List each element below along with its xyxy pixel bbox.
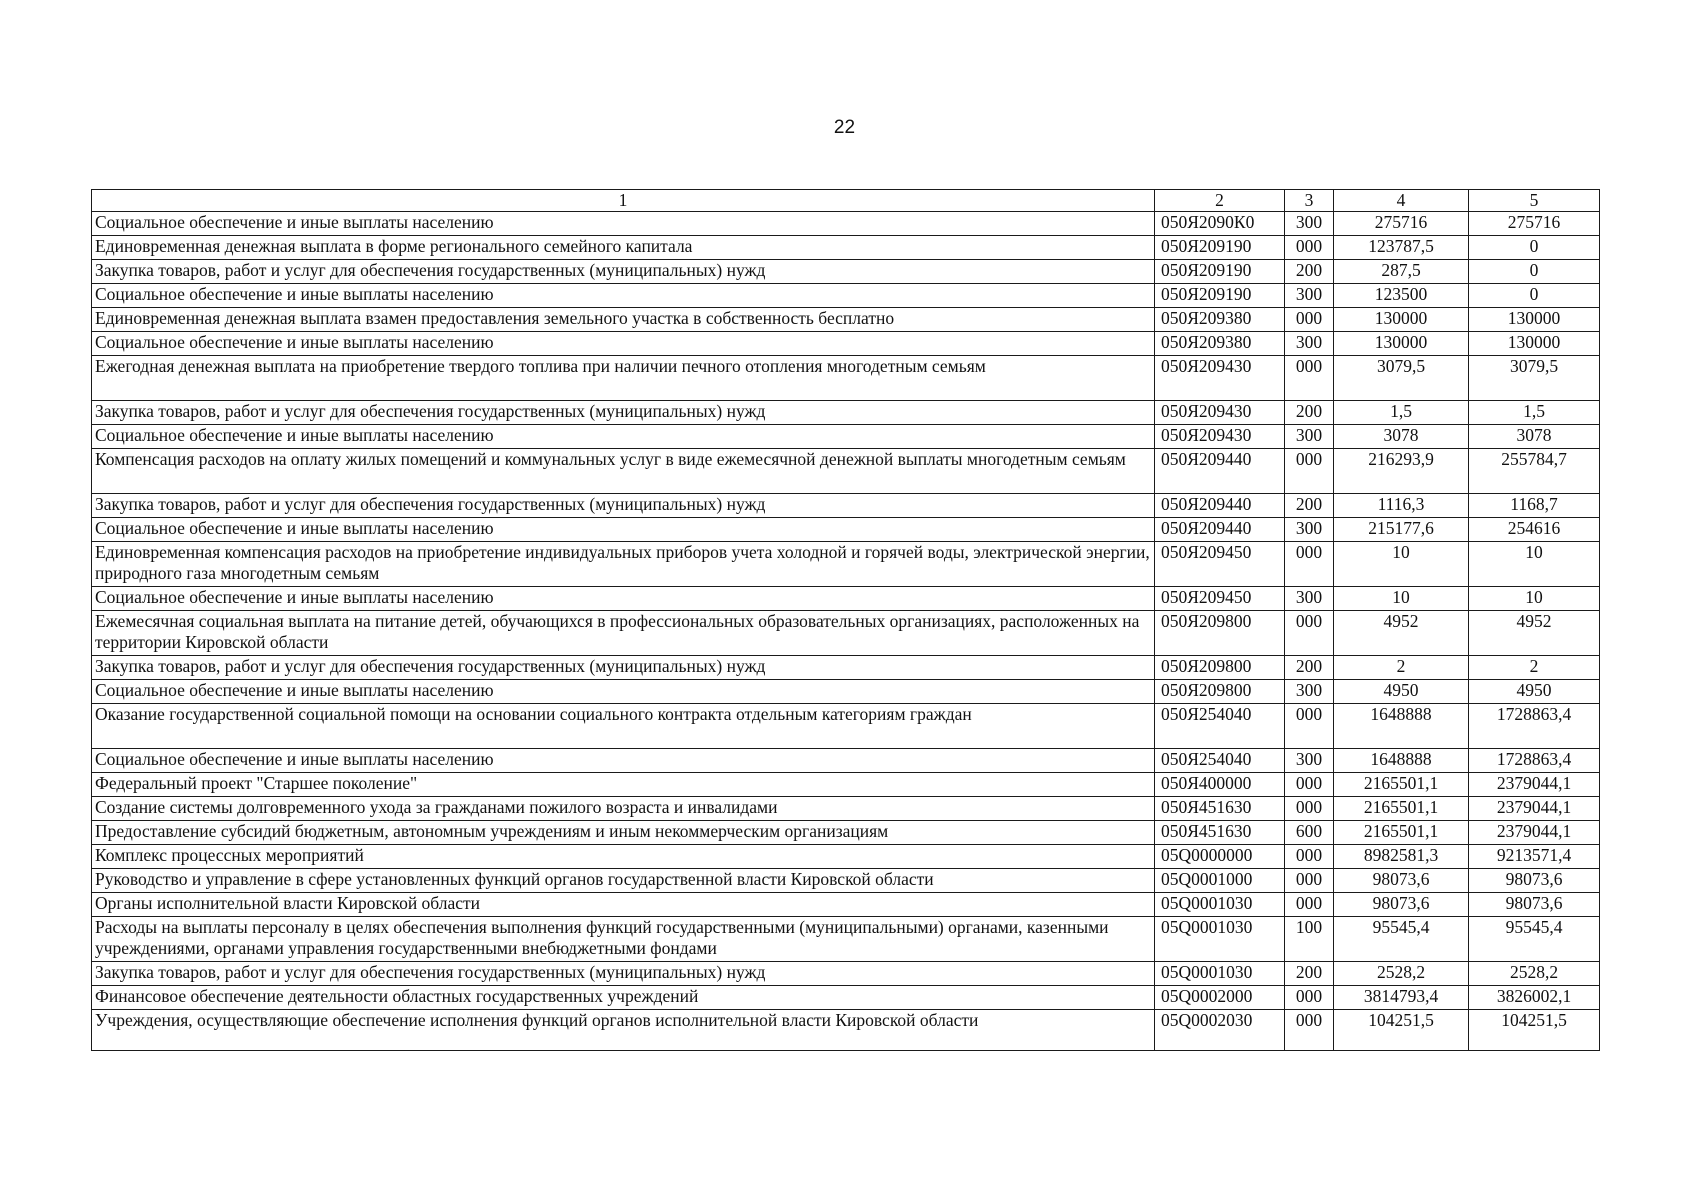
amount-year2-cell: 4950	[1469, 680, 1600, 704]
expense-name-cell: Предоставление субсидий бюджетным, автономным учреждениям и иным некоммерческим организациям	[92, 821, 1155, 845]
target-code-cell: 050Я400000	[1155, 773, 1285, 797]
target-code-cell: 050Я209800	[1155, 680, 1285, 704]
amount-year1-cell: 2528,2	[1334, 962, 1469, 986]
table-row	[92, 773, 1600, 797]
table-row	[92, 704, 1600, 749]
amount-year1-cell: 8982581,3	[1334, 845, 1469, 869]
table-row	[92, 494, 1600, 518]
target-code-cell: 050Я209430	[1155, 401, 1285, 425]
amount-year2-cell: 255784,7	[1469, 449, 1600, 494]
expense-type-cell: 300	[1285, 212, 1334, 236]
target-code-cell: 05Q0002000	[1155, 986, 1285, 1010]
expense-name-cell: Руководство и управление в сфере установленных функций органов государственной власти Кировской области	[92, 869, 1155, 893]
amount-year2-cell: 3826002,1	[1469, 986, 1600, 1010]
expense-type-cell: 300	[1285, 332, 1334, 356]
target-code-cell: 050Я254040	[1155, 749, 1285, 773]
expense-type-cell: 000	[1285, 704, 1334, 749]
expense-type-cell: 300	[1285, 680, 1334, 704]
amount-year1-cell: 3078	[1334, 425, 1469, 449]
expense-name-cell: Социальное обеспечение и иные выплаты населению	[92, 518, 1155, 542]
amount-year2-cell: 2379044,1	[1469, 797, 1600, 821]
target-code-cell: 050Я209190	[1155, 284, 1285, 308]
amount-year2-cell: 130000	[1469, 308, 1600, 332]
amount-year1-cell: 275716	[1334, 212, 1469, 236]
amount-year1-cell: 1648888	[1334, 749, 1469, 773]
expense-type-cell: 600	[1285, 821, 1334, 845]
target-code-cell: 05Q0001000	[1155, 869, 1285, 893]
column-header: 3	[1285, 190, 1334, 212]
amount-year1-cell: 98073,6	[1334, 869, 1469, 893]
amount-year1-cell: 216293,9	[1334, 449, 1469, 494]
expense-name-cell: Закупка товаров, работ и услуг для обеспечения государственных (муниципальных) нужд	[92, 401, 1155, 425]
amount-year1-cell: 287,5	[1334, 260, 1469, 284]
budget-table	[91, 189, 1600, 1051]
amount-year1-cell: 1116,3	[1334, 494, 1469, 518]
amount-year1-cell: 2165501,1	[1334, 821, 1469, 845]
expense-name-cell: Закупка товаров, работ и услуг для обеспечения государственных (муниципальных) нужд	[92, 260, 1155, 284]
table-row	[92, 869, 1600, 893]
amount-year2-cell: 0	[1469, 284, 1600, 308]
table-row	[92, 260, 1600, 284]
expense-type-cell: 000	[1285, 542, 1334, 587]
target-code-cell: 05Q0001030	[1155, 962, 1285, 986]
table-row	[92, 845, 1600, 869]
target-code-cell: 050Я451630	[1155, 821, 1285, 845]
target-code-cell: 050Я2090К0	[1155, 212, 1285, 236]
expense-name-cell: Единовременная компенсация расходов на приобретение индивидуальных приборов учета холодной и горячей воды, электрической энергии, природного газа многодетным семьям	[92, 542, 1155, 587]
amount-year1-cell: 98073,6	[1334, 893, 1469, 917]
expense-name-cell: Закупка товаров, работ и услуг для обеспечения государственных (муниципальных) нужд	[92, 656, 1155, 680]
table-row	[92, 797, 1600, 821]
target-code-cell: 05Q0001030	[1155, 917, 1285, 962]
target-code-cell: 050Я209440	[1155, 518, 1285, 542]
expense-type-cell: 200	[1285, 962, 1334, 986]
amount-year1-cell: 10	[1334, 542, 1469, 587]
amount-year2-cell: 3079,5	[1469, 356, 1600, 401]
expense-name-cell: Социальное обеспечение и иные выплаты населению	[92, 425, 1155, 449]
column-header: 4	[1334, 190, 1469, 212]
table-row	[92, 893, 1600, 917]
table-row	[92, 611, 1600, 656]
table-row	[92, 212, 1600, 236]
amount-year2-cell: 2379044,1	[1469, 821, 1600, 845]
target-code-cell: 050Я209450	[1155, 587, 1285, 611]
amount-year2-cell: 10	[1469, 587, 1600, 611]
amount-year1-cell: 1,5	[1334, 401, 1469, 425]
target-code-cell: 050Я209440	[1155, 494, 1285, 518]
amount-year2-cell: 0	[1469, 260, 1600, 284]
expense-type-cell: 300	[1285, 518, 1334, 542]
expense-type-cell: 300	[1285, 749, 1334, 773]
table-row	[92, 236, 1600, 260]
amount-year1-cell: 123500	[1334, 284, 1469, 308]
table-row	[92, 821, 1600, 845]
amount-year1-cell: 123787,5	[1334, 236, 1469, 260]
expense-name-cell: Единовременная денежная выплата взамен предоставления земельного участка в собственность бесплатно	[92, 308, 1155, 332]
table-row	[92, 518, 1600, 542]
table-row	[92, 542, 1600, 587]
expense-type-cell: 000	[1285, 611, 1334, 656]
amount-year2-cell: 0	[1469, 236, 1600, 260]
target-code-cell: 05Q0000000	[1155, 845, 1285, 869]
table-row	[92, 917, 1600, 962]
column-header: 5	[1469, 190, 1600, 212]
target-code-cell: 050Я209380	[1155, 332, 1285, 356]
expense-name-cell: Комплекс процессных мероприятий	[92, 845, 1155, 869]
expense-type-cell: 200	[1285, 401, 1334, 425]
expense-name-cell: Расходы на выплаты персоналу в целях обеспечения выполнения функций государственными (муниципальными) органами, казенными учреждениями, органами управления государственными внебюджетными фондами	[92, 917, 1155, 962]
expense-type-cell: 300	[1285, 587, 1334, 611]
expense-name-cell: Создание системы долговременного ухода за гражданами пожилого возраста и инвалидами	[92, 797, 1155, 821]
expense-name-cell: Финансовое обеспечение деятельности областных государственных учреждений	[92, 986, 1155, 1010]
amount-year2-cell: 9213571,4	[1469, 845, 1600, 869]
expense-type-cell: 300	[1285, 425, 1334, 449]
expense-name-cell: Социальное обеспечение и иные выплаты населению	[92, 332, 1155, 356]
target-code-cell: 050Я209800	[1155, 611, 1285, 656]
table-row	[92, 962, 1600, 986]
target-code-cell: 050Я254040	[1155, 704, 1285, 749]
amount-year1-cell: 2	[1334, 656, 1469, 680]
amount-year2-cell: 98073,6	[1469, 869, 1600, 893]
table-row	[92, 356, 1600, 401]
target-code-cell: 05Q0002030	[1155, 1010, 1285, 1051]
table-row	[92, 986, 1600, 1010]
expense-type-cell: 000	[1285, 356, 1334, 401]
amount-year1-cell: 130000	[1334, 332, 1469, 356]
table-row	[92, 401, 1600, 425]
expense-type-cell: 000	[1285, 308, 1334, 332]
expense-name-cell: Органы исполнительной власти Кировской области	[92, 893, 1155, 917]
target-code-cell: 050Я209440	[1155, 449, 1285, 494]
amount-year2-cell: 254616	[1469, 518, 1600, 542]
expense-type-cell: 000	[1285, 1010, 1334, 1051]
table-row	[92, 332, 1600, 356]
expense-type-cell: 200	[1285, 260, 1334, 284]
amount-year2-cell: 1168,7	[1469, 494, 1600, 518]
amount-year2-cell: 3078	[1469, 425, 1600, 449]
target-code-cell: 050Я209190	[1155, 236, 1285, 260]
amount-year2-cell: 1728863,4	[1469, 749, 1600, 773]
expense-type-cell: 200	[1285, 494, 1334, 518]
expense-name-cell: Ежегодная денежная выплата на приобретение твердого топлива при наличии печного отопления многодетным семьям	[92, 356, 1155, 401]
target-code-cell: 050Я209430	[1155, 356, 1285, 401]
amount-year2-cell: 98073,6	[1469, 893, 1600, 917]
amount-year1-cell: 95545,4	[1334, 917, 1469, 962]
amount-year1-cell: 4950	[1334, 680, 1469, 704]
expense-type-cell: 000	[1285, 773, 1334, 797]
amount-year1-cell: 10	[1334, 587, 1469, 611]
table-row	[92, 587, 1600, 611]
amount-year2-cell: 130000	[1469, 332, 1600, 356]
expense-name-cell: Социальное обеспечение и иные выплаты населению	[92, 680, 1155, 704]
target-code-cell: 050Я209380	[1155, 308, 1285, 332]
table-row	[92, 308, 1600, 332]
expense-name-cell: Социальное обеспечение и иные выплаты населению	[92, 749, 1155, 773]
expense-name-cell: Оказание государственной социальной помощи на основании социального контракта отдельным категориям граждан	[92, 704, 1155, 749]
amount-year2-cell: 1,5	[1469, 401, 1600, 425]
expense-type-cell: 000	[1285, 845, 1334, 869]
amount-year1-cell: 3814793,4	[1334, 986, 1469, 1010]
amount-year1-cell: 104251,5	[1334, 1010, 1469, 1051]
column-header: 2	[1155, 190, 1285, 212]
expense-type-cell: 000	[1285, 797, 1334, 821]
expense-type-cell: 200	[1285, 656, 1334, 680]
expense-name-cell: Ежемесячная социальная выплата на питание детей, обучающихся в профессиональных образовательных организациях, расположенных на территории Кировской области	[92, 611, 1155, 656]
table-row	[92, 449, 1600, 494]
target-code-cell: 05Q0001030	[1155, 893, 1285, 917]
table-row	[92, 656, 1600, 680]
target-code-cell: 050Я209190	[1155, 260, 1285, 284]
table-row	[92, 680, 1600, 704]
amount-year2-cell: 2	[1469, 656, 1600, 680]
table-row	[92, 749, 1600, 773]
amount-year1-cell: 2165501,1	[1334, 773, 1469, 797]
expense-name-cell: Закупка товаров, работ и услуг для обеспечения государственных (муниципальных) нужд	[92, 494, 1155, 518]
amount-year2-cell: 104251,5	[1469, 1010, 1600, 1051]
amount-year1-cell: 215177,6	[1334, 518, 1469, 542]
expense-name-cell: Закупка товаров, работ и услуг для обеспечения государственных (муниципальных) нужд	[92, 962, 1155, 986]
column-header: 1	[92, 190, 1155, 212]
expense-type-cell: 000	[1285, 893, 1334, 917]
amount-year1-cell: 4952	[1334, 611, 1469, 656]
target-code-cell: 050Я209450	[1155, 542, 1285, 587]
target-code-cell: 050Я451630	[1155, 797, 1285, 821]
expense-name-cell: Учреждения, осуществляющие обеспечение исполнения функций органов исполнительной власти Кировской области	[92, 1010, 1155, 1051]
amount-year2-cell: 95545,4	[1469, 917, 1600, 962]
expense-type-cell: 300	[1285, 284, 1334, 308]
expense-name-cell: Социальное обеспечение и иные выплаты населению	[92, 284, 1155, 308]
amount-year2-cell: 10	[1469, 542, 1600, 587]
expense-type-cell: 000	[1285, 236, 1334, 260]
amount-year2-cell: 275716	[1469, 212, 1600, 236]
amount-year2-cell: 2379044,1	[1469, 773, 1600, 797]
table-row	[92, 284, 1600, 308]
amount-year1-cell: 1648888	[1334, 704, 1469, 749]
table-header-row	[92, 190, 1600, 212]
expense-name-cell: Компенсация расходов на оплату жилых помещений и коммунальных услуг в виде ежемесячной денежной выплаты многодетным семьям	[92, 449, 1155, 494]
expense-type-cell: 000	[1285, 986, 1334, 1010]
amount-year1-cell: 2165501,1	[1334, 797, 1469, 821]
expense-type-cell: 000	[1285, 449, 1334, 494]
expense-name-cell: Социальное обеспечение и иные выплаты населению	[92, 212, 1155, 236]
expense-name-cell: Социальное обеспечение и иные выплаты населению	[92, 587, 1155, 611]
table-row	[92, 1010, 1600, 1051]
target-code-cell: 050Я209800	[1155, 656, 1285, 680]
amount-year1-cell: 130000	[1334, 308, 1469, 332]
expense-type-cell: 000	[1285, 869, 1334, 893]
amount-year2-cell: 2528,2	[1469, 962, 1600, 986]
target-code-cell: 050Я209430	[1155, 425, 1285, 449]
table-row	[92, 425, 1600, 449]
page-number: 22	[833, 117, 856, 138]
amount-year2-cell: 4952	[1469, 611, 1600, 656]
amount-year2-cell: 1728863,4	[1469, 704, 1600, 749]
expense-name-cell: Федеральный проект "Старшее поколение"	[92, 773, 1155, 797]
expense-type-cell: 100	[1285, 917, 1334, 962]
expense-name-cell: Единовременная денежная выплата в форме регионального семейного капитала	[92, 236, 1155, 260]
amount-year1-cell: 3079,5	[1334, 356, 1469, 401]
